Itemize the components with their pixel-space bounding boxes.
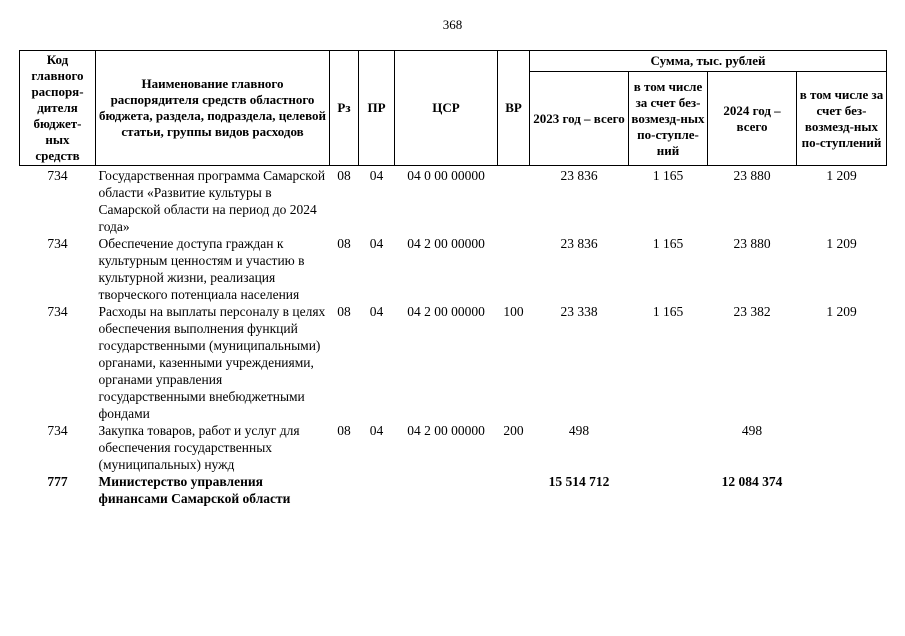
cell-vr xyxy=(498,166,530,236)
cell-sum-2024: 23 880 xyxy=(733,168,771,183)
cell-sum-2023: 15 514 712 xyxy=(548,474,610,489)
cell-grant-2023: 1 165 xyxy=(652,168,684,183)
cell-grant-2024: 1 209 xyxy=(826,168,857,183)
cell-csr: 04 2 00 00000 xyxy=(407,304,485,319)
header-vr: ВР xyxy=(498,51,530,166)
cell-code: 777 xyxy=(47,474,68,489)
cell-sum-2024: 498 xyxy=(741,423,763,438)
cell-code: 734 xyxy=(47,168,68,183)
cell-sum-2023: 23 836 xyxy=(560,168,598,183)
budget-table xyxy=(19,50,887,507)
cell-pr: 04 xyxy=(369,304,384,319)
cell-sum-2023: 23 338 xyxy=(560,304,598,319)
cell-sum-2024: 12 084 374 xyxy=(721,474,783,489)
cell-rz: 08 xyxy=(337,304,351,319)
cell-rz: 08 xyxy=(337,423,351,438)
cell-sum-2024: 23 880 xyxy=(733,236,771,251)
table-row xyxy=(20,166,887,236)
cell-name: Расходы на выплаты персоналу в целях обеспечения выполнения функций государственными (муниципальными) органами, казенными учреждениями, органами управления государственными внебюджетными фондами xyxy=(98,304,326,421)
cell-name: Обеспечение доступа граждан к культурным ценностям и участию в культурной жизни, реализация творческого потенциала населения xyxy=(98,236,305,302)
cell-csr xyxy=(395,473,498,507)
cell-grant-2023 xyxy=(629,473,708,507)
cell-pr: 04 xyxy=(369,168,384,183)
cell-csr: 04 2 00 00000 xyxy=(407,236,485,251)
cell-sum-2024: 23 382 xyxy=(733,304,771,319)
table-row xyxy=(20,303,887,422)
page-number: 368 xyxy=(442,17,463,32)
cell-grant-2023: 1 165 xyxy=(652,236,684,251)
cell-rz: 08 xyxy=(337,168,351,183)
header-csr: ЦСР xyxy=(395,51,498,166)
header-grant-2023: в том числе за счет без-возмезд-ных по-ступле-ний xyxy=(629,72,708,166)
cell-csr: 04 0 00 00000 xyxy=(407,168,485,183)
cell-name: Министерство управления финансами Самарской области xyxy=(98,474,291,506)
cell-vr: 100 xyxy=(503,304,524,319)
cell-grant-2023: 1 165 xyxy=(652,304,684,319)
header-name: Наименование главного распорядителя средств областного бюджета, раздела, подраздела, целевой статьи, группы видов расходов xyxy=(96,51,330,166)
cell-sum-2023: 498 xyxy=(568,423,590,438)
cell-csr: 04 2 00 00000 xyxy=(407,423,485,438)
cell-grant-2023 xyxy=(629,422,708,473)
cell-sum-2023: 23 836 xyxy=(560,236,598,251)
cell-code: 734 xyxy=(47,304,68,319)
header-grant-2024: в том числе за счет без-возмезд-ных по-ступлений xyxy=(797,72,887,166)
table-body xyxy=(20,166,887,508)
cell-rz xyxy=(330,473,359,507)
cell-pr: 04 xyxy=(369,423,384,438)
header-sum-group: Сумма, тыс. рублей xyxy=(530,51,887,72)
cell-code: 734 xyxy=(47,423,68,438)
cell-rz: 08 xyxy=(337,236,351,251)
cell-grant-2024: 1 209 xyxy=(826,236,857,251)
header-rz: Рз xyxy=(330,51,359,166)
cell-pr: 04 xyxy=(369,236,384,251)
table-row xyxy=(20,422,887,473)
cell-grant-2024 xyxy=(797,473,887,507)
header-pr: ПР xyxy=(359,51,395,166)
header-sum-2023: 2023 год – всего xyxy=(530,72,629,166)
cell-grant-2024 xyxy=(797,422,887,473)
header-code: Код главного распоря-дителя бюджет-ных средств xyxy=(20,51,96,166)
table-header xyxy=(20,51,887,166)
cell-vr xyxy=(498,235,530,303)
cell-grant-2024: 1 209 xyxy=(826,304,857,319)
header-sum-2024: 2024 год – всего xyxy=(708,72,797,166)
table-row-total xyxy=(20,473,887,507)
cell-vr: 200 xyxy=(503,423,524,438)
cell-name: Государственная программа Самарской области «Развитие культуры в Самарской области на период до 2024 года» xyxy=(98,168,326,234)
table-row xyxy=(20,235,887,303)
cell-vr xyxy=(498,473,530,507)
cell-code: 734 xyxy=(47,236,68,251)
cell-name: Закупка товаров, работ и услуг для обеспечения государственных (муниципальных) нужд xyxy=(98,423,300,472)
cell-pr xyxy=(359,473,395,507)
